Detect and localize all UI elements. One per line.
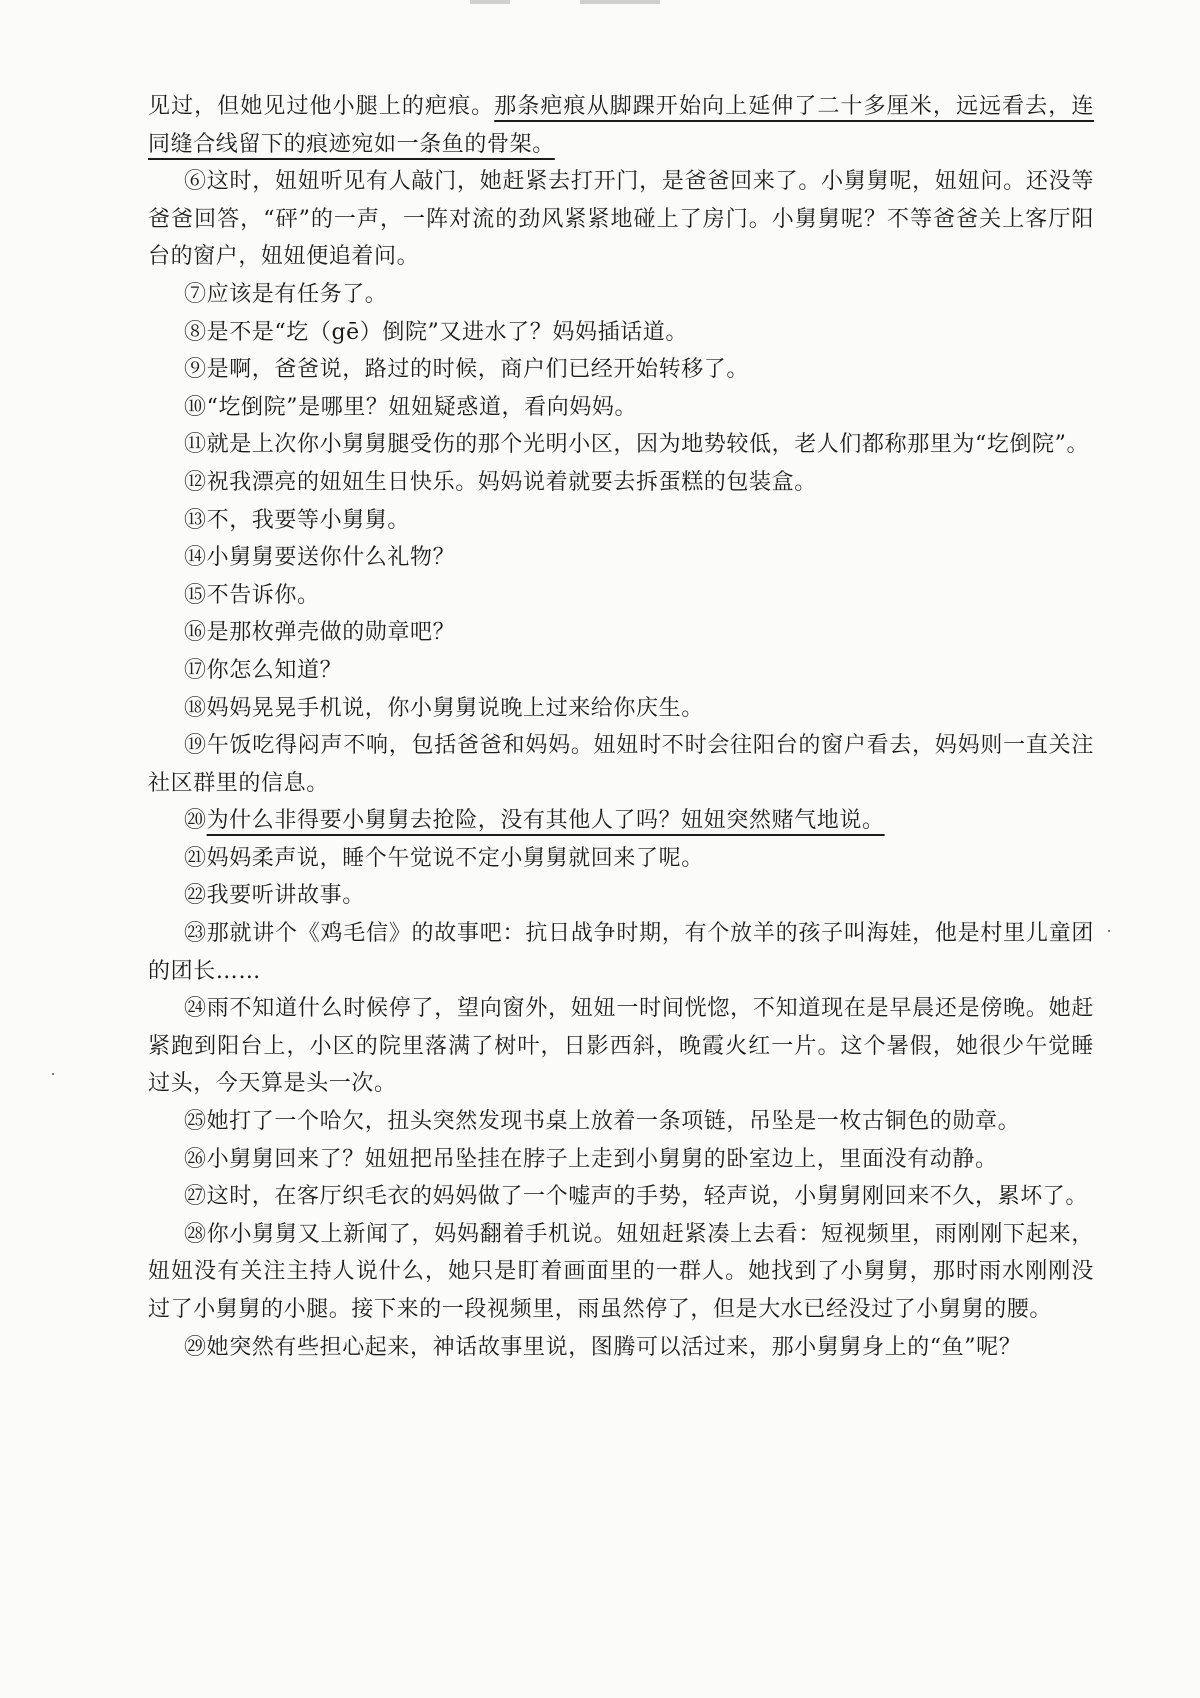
paragraph-number: ㉘	[184, 1221, 207, 1247]
scan-speck	[1108, 930, 1110, 932]
paragraph-number: ⑳	[184, 808, 207, 834]
paragraph-text: 是那枚弹壳做的勋章吧？	[206, 620, 456, 646]
paragraph	[148, 276, 1094, 314]
page-top-edge-marks	[470, 0, 710, 10]
paragraph	[148, 877, 1094, 915]
paragraph-number: ㉑	[184, 845, 207, 871]
paragraph-text: 她突然有些担心起来，神话故事里说，图腾可以活过来，那小舅舅身上的“鱼”呢？	[206, 1334, 1022, 1360]
paragraph-text: 不告诉你。	[206, 582, 320, 608]
paragraph-text: 午饭吃得闷声不响，包括爸爸和妈妈。妞妞时不时会往阳台的窗户看去，妈妈则一直关注社区群里的信息。	[148, 733, 1094, 796]
paragraph-text: 妈妈柔声说，睡个午觉说不定小舅舅就回来了呢。	[206, 845, 704, 871]
paragraph-text: 那就讲个《鸡毛信》的故事吧：抗日战争时期，有个放羊的孩子叫海娃，他是村里儿童团的团长……	[148, 921, 1094, 984]
paragraph-number: ⑯	[184, 620, 207, 646]
paragraph	[148, 539, 1094, 577]
paragraph-number: ⑥	[184, 169, 207, 195]
paragraph	[148, 1141, 1094, 1179]
paragraph	[148, 652, 1094, 690]
paragraph-number: ㉖	[184, 1146, 207, 1172]
paragraph-number: ⑲	[184, 733, 207, 759]
paragraph-number: ⑮	[184, 582, 207, 608]
underlined-sentence: 那条疤痕从脚踝开始向上延伸了二十多厘米，远远看去，连同缝合线留下的痕迹宛如一条鱼的骨架。	[148, 94, 1094, 157]
paragraph-number: ⑪	[184, 432, 207, 458]
paragraph	[148, 1178, 1094, 1216]
paragraph-number: ㉕	[184, 1109, 207, 1135]
scan-speck	[52, 1073, 54, 1075]
paragraph	[148, 464, 1094, 502]
paragraph	[148, 990, 1094, 1103]
paragraph	[148, 915, 1094, 990]
paragraph-number: ⑭	[184, 545, 207, 571]
paragraph-number: ㉗	[184, 1184, 207, 1210]
paragraph-text: 她打了一个哈欠，扭头突然发现书桌上放着一条项链，吊坠是一枚古铜色的勋章。	[206, 1109, 1021, 1135]
paragraph-number: ⑰	[184, 657, 207, 683]
paragraph	[148, 389, 1094, 427]
paragraph-text: 你怎么知道？	[206, 657, 343, 683]
paragraph	[148, 163, 1094, 276]
paragraph	[148, 351, 1094, 389]
paragraph-text: 是不是“圪（gē）倒院”又进水了？妈妈插话道。	[206, 319, 689, 345]
paragraph-continuation	[148, 88, 1094, 163]
paragraph-text: 祝我漂亮的妞妞生日快乐。妈妈说着就要去拆蛋糕的包装盒。	[206, 469, 817, 495]
paragraph	[148, 840, 1094, 878]
paragraph-text: 小舅舅回来了？妞妞把吊坠挂在脖子上走到小舅舅的卧室边上，里面没有动静。	[206, 1146, 998, 1172]
paragraph	[148, 1103, 1094, 1141]
paragraph-number: ⑱	[184, 695, 207, 721]
paragraph-text: 妈妈晃晃手机说，你小舅舅说晚上过来给你庆生。	[206, 695, 704, 721]
paragraph	[148, 802, 1094, 840]
paragraph-text: 就是上次你小舅舅腿受伤的那个光明小区，因为地势较低，老人们都称那里为“圪倒院”。	[206, 432, 1090, 458]
paragraph-number: ㉒	[184, 883, 207, 909]
paragraph	[148, 1329, 1094, 1367]
paragraph-text: 这时，妞妞听见有人敲门，她赶紧去打开门，是爸爸回来了。小舅舅呢，妞妞问。还没等爸爸回答，“砰”的一声，一阵对流的劲风紧紧地碰上了房门。小舅舅呢？不等爸爸关上客厅阳台的窗户，妞妞便追着问。	[148, 169, 1094, 270]
paragraph-number: ⑨	[184, 357, 207, 383]
paragraph	[148, 614, 1094, 652]
paragraph-number: ㉙	[184, 1334, 207, 1360]
underlined-sentence: 为什么非得要小舅舅去抢险，没有其他人了吗？妞妞突然赌气地说。	[206, 808, 885, 834]
paragraph-text: “圪倒院”是哪里？妞妞疑惑道，看向妈妈。	[206, 394, 638, 420]
paragraph-number: ⑦	[184, 281, 207, 307]
paragraph-number: ⑩	[184, 394, 207, 420]
paragraph-number: ⑬	[184, 507, 207, 533]
paragraph	[148, 1216, 1094, 1329]
paragraph-text: 见过，但她见过他小腿上的疤痕。	[148, 94, 495, 119]
paragraph	[148, 502, 1094, 540]
paragraph-text: 你小舅舅又上新闻了，妈妈翻着手机说。妞妞赶紧凑上去看：短视频里，雨刚刚下起来，妞妞没有关注主持人说什么，她只是盯着画面里的一群人。她找到了小舅舅，那时雨水刚刚没过了小舅舅的小腿。接下来的一段视频里，雨虽然停了，但是大水已经没过了小舅舅的腰。	[148, 1221, 1094, 1322]
paragraph-text: 应该是有任务了。	[206, 281, 388, 307]
paragraph-text: 是啊，爸爸说，路过的时候，商户们已经开始转移了。	[206, 357, 750, 383]
paragraph	[148, 314, 1094, 352]
paragraph	[148, 727, 1094, 802]
paragraph	[148, 690, 1094, 728]
paragraph-number: ⑫	[184, 469, 207, 495]
paragraph-text: 不，我要等小舅舅。	[206, 507, 411, 533]
paragraph-text: 我要听讲故事。	[206, 883, 365, 909]
story-text-body	[148, 88, 1094, 1366]
paragraph-text: 小舅舅要送你什么礼物？	[206, 545, 456, 571]
paragraph	[148, 577, 1094, 615]
paragraph-text: 雨不知道什么时候停了，望向窗外，妞妞一时间恍惚，不知道现在是早晨还是傍晚。她赶紧跑到阳台上，小区的院里落满了树叶，日影西斜，晚霞火红一片。这个暑假，她很少午觉睡过头，今天算是头一次。	[148, 996, 1094, 1097]
paragraph	[148, 426, 1094, 464]
paragraph-number: ⑧	[184, 319, 207, 345]
paragraph-number: ㉓	[184, 921, 207, 947]
paragraph-text: 这时，在客厅织毛衣的妈妈做了一个嘘声的手势，轻声说，小舅舅刚回来不久，累坏了。	[206, 1184, 1089, 1210]
paragraph-number: ㉔	[184, 996, 207, 1022]
